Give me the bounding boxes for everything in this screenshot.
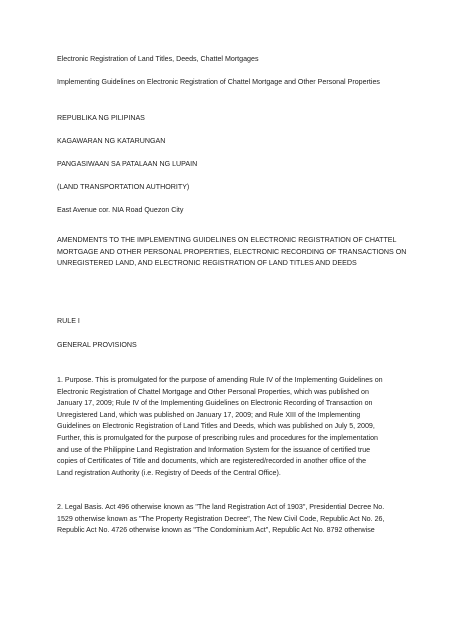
- purpose-line: Further, this is promulgated for the purpose of prescribing rules and procedures for the implementation: [57, 433, 378, 442]
- purpose-line: copies of Certificates of Title and documents, which are registered/recorded in another office of the: [57, 457, 367, 466]
- legal-basis-line: 2. Legal Basis. Act 496 otherwise known as "The land Registration Act of 1903", Presidential Decree No.: [57, 503, 385, 511]
- header-line-address: East Avenue cor. NIA Road Quezon City: [57, 206, 184, 214]
- purpose-line: Unregistered Land, which was published on January 17, 2009; and Rule XIII of the Implementing: [57, 410, 361, 419]
- document-subtitle: Implementing Guidelines on Electronic Registration of Chattel Mortgage and Other Personal Properties: [57, 78, 380, 86]
- document-title: Electronic Registration of Land Titles, Deeds, Chattel Mortgages: [57, 55, 259, 63]
- purpose-line: January 17, 2009; Rule IV of the Implementing Guidelines on Electronic Recording of Transaction on: [57, 399, 373, 408]
- amendments-heading-line: MORTGAGE AND OTHER PERSONAL PROPERTIES, ELECTRONIC RECORDING OF TRANSACTIONS ON: [57, 247, 407, 256]
- header-line-authority: PANGASIWAAN SA PATALAAN NG LUPAIN: [57, 160, 198, 168]
- amendments-heading-line: UNREGISTERED LAND, AND ELECTRONIC REGISTRATION OF LAND TITLES AND DEEDS: [57, 259, 357, 268]
- amendments-heading: [57, 235, 427, 270]
- purpose-line: Electronic Registration of Chattel Mortgage and Other Personal Properties, which was published on: [57, 387, 369, 396]
- header-line-department: KAGAWARAN NG KATARUNGAN: [57, 137, 166, 145]
- amendments-heading-line: AMENDMENTS TO THE IMPLEMENTING GUIDELINES ON ELECTRONIC REGISTRATION OF CHATTEL: [57, 236, 397, 244]
- purpose-line: 1. Purpose. This is promulgated for the purpose of amending Rule IV of the Implementing Guidelines on: [57, 376, 383, 384]
- header-line-authority-english: (LAND TRANSPORTATION AUTHORITY): [57, 183, 190, 191]
- legal-basis-line: Republic Act No. 4726 otherwise known as "The Condominium Act", Republic Act No. 8792 otherwise: [57, 526, 375, 535]
- legal-basis-paragraph: [57, 502, 427, 537]
- purpose-line: and use of the Philippine Land Registration and Information System for the issuance of certified true: [57, 445, 371, 454]
- purpose-line: Land registration Authority (i.e. Registry of Deeds of the Central Office).: [57, 468, 281, 477]
- rule-title: GENERAL PROVISIONS: [57, 341, 137, 349]
- rule-number: RULE I: [57, 317, 80, 325]
- header-line-republic: REPUBLIKA NG PILIPINAS: [57, 114, 145, 122]
- purpose-paragraph: [57, 375, 427, 479]
- legal-basis-line: 1529 otherwise known as "The Property Registration Decree", The New Civil Code, Republic Act No. 26,: [57, 514, 385, 523]
- purpose-line: Guidelines on Electronic Registration of Land Titles and Deeds, which was published on July 5, 2009,: [57, 422, 375, 431]
